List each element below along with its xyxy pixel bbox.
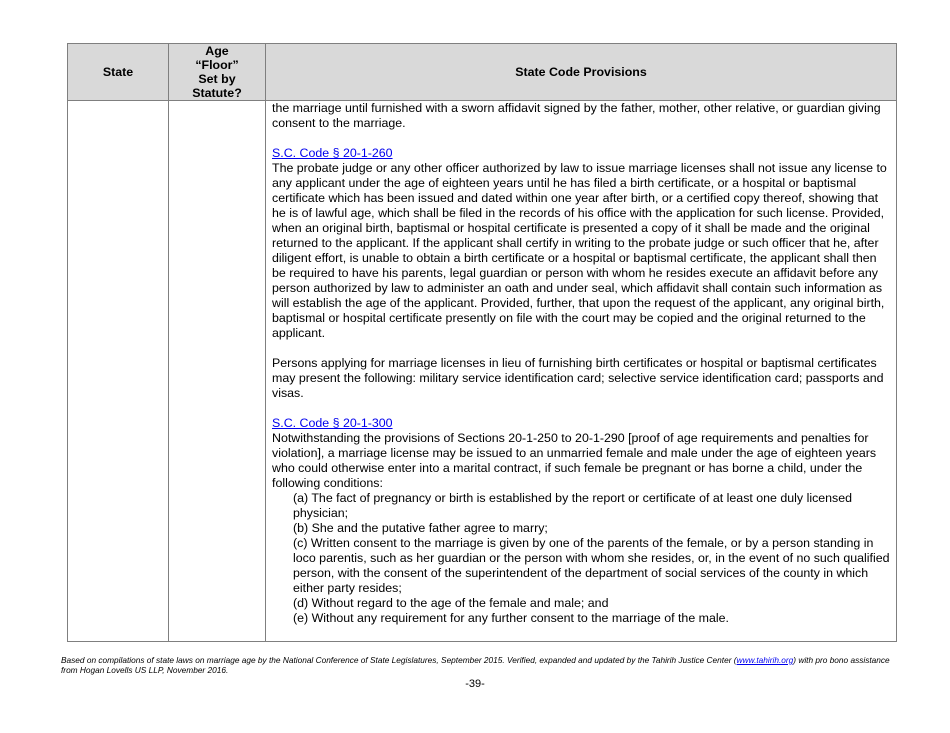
section-260-body-2: Persons applying for marriage licenses in lieu of furnishing birth certificates or hospital or baptismal certificates may present the following: military service identification card; selective service identification card; passports and visas. <box>272 356 884 400</box>
footer-note-after: ) with pro bono assistance from Hogan Lovells US LLP, November 2016. <box>61 655 890 675</box>
header-age-floor <box>169 44 266 101</box>
conditions-list <box>272 491 892 626</box>
condition-item: (e) Without any requirement for any further consent to the marriage of the male. <box>293 611 729 625</box>
footer-note-before: Based on compilations of state laws on marriage age by the National Conference of State Legislatures, September 2015. Verified, expanded and updated by the Tahirih Justice Center ( <box>61 655 737 665</box>
state-cell <box>68 101 169 642</box>
condition-item: (b) She and the putative father agree to marry; <box>293 521 548 535</box>
condition-item: (d) Without regard to the age of the female and male; and <box>293 596 609 610</box>
table-header-row <box>68 44 897 101</box>
provisions-cell <box>266 101 897 642</box>
state-law-table <box>67 43 897 642</box>
header-state: State <box>68 44 169 101</box>
header-provisions: State Code Provisions <box>266 44 897 101</box>
code-link-20-1-300[interactable]: S.C. Code § 20-1-300 <box>272 416 393 430</box>
section-260-body: The probate judge or any other officer authorized by law to issue marriage licenses shall not issue any license to any applicant under the age of eighteen years until he has filed a birth certificate, or a hospital or baptismal certificate which has been issued and dated within one year after birth, or a certified copy thereof, showing that he is of lawful age, which shall be filed in the records of his office with the application for such license. Provided, when an original birth, baptismal or hospital certificate is presented a copy of it shall be made and the original returned to the applicant. If the applicant shall certify in writing to the probate judge or such officer that he, after diligent effort, is unable to obtain a birth certificate or a hospital or baptismal certificate, the applicant shall then be required to have his parents, legal guardian or person with whom he resides execute an affidavit before any person authorized by law to administer an oath and under seal, which affidavit shall contain such information as will establish the age of the applicant. Provided, further, that upon the request of the applicant, any original birth, baptismal or hospital certificate presently on file with the court may be copied and the original returned to the applicant. <box>272 161 887 340</box>
condition-item: (a) The fact of pregnancy or birth is established by the report or certificate of at least one duly licensed physician; <box>293 491 853 520</box>
continued-text: the marriage until furnished with a sworn affidavit signed by the father, mother, other relative, or guardian giving consent to the marriage. <box>272 101 881 130</box>
tahirih-link[interactable]: www.tahirih.org <box>736 655 794 665</box>
header-age-floor-label: Age “Floor” Set by Statute? <box>192 44 242 100</box>
condition-item: (c) Written consent to the marriage is given by one of the parents of the female, or by a person standing in loco parentis, such as her guardian or the person with whom she resides, or, in the event of no such qualified person, with the consent of the superintendent of the department of social services of the county in which either party resides; <box>293 536 890 595</box>
section-300-body: Notwithstanding the provisions of Sections 20-1-250 to 20-1-290 [proof of age requirements and penalties for violation], a marriage license may be issued to an unmarried female and male under the age of eighteen years who could otherwise enter into a marital contract, if such female be pregnant or has borne a child, under the following conditions: <box>272 431 877 490</box>
page-number: -39- <box>465 678 485 690</box>
age-floor-cell <box>169 101 266 642</box>
code-link-20-1-260[interactable]: S.C. Code § 20-1-260 <box>272 146 393 160</box>
table-row <box>68 101 897 642</box>
footer-note <box>61 655 891 675</box>
